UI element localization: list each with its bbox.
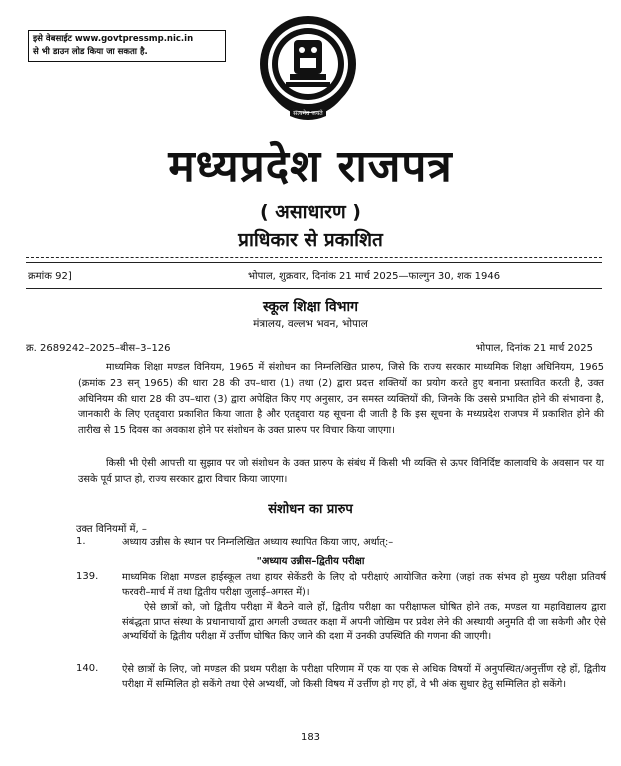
header-rule-dashed bbox=[26, 257, 602, 258]
emblem-motto: सत्यमेव जयते bbox=[293, 110, 323, 117]
gazette-extraordinary: ( असाधारण ) bbox=[260, 201, 361, 223]
website-notice-line1: इसे वेबसाईट www.govtpressmp.nic.in bbox=[33, 34, 194, 44]
issue-rule bbox=[26, 288, 602, 289]
website-notice-line2: से भी डाउन लोड किया जा सकता है. bbox=[33, 47, 148, 57]
reference-number: क्र. 2689242–2025–बीस–3–126 bbox=[26, 343, 171, 354]
notice-paragraph-2: किसी भी ऐसी आपत्ती या सुझाव पर जो संशोधन के उक्त प्रारुप के संबंध में किसी भी व्यक्ति से ऊपर विनिर्दिष्ट कालावधि के अवसान पर या उसके पूर्व प्राप्त हो, राज्य सरकार द्वारा विचार किया जाएगा। bbox=[78, 458, 604, 485]
item-number: 139. bbox=[76, 571, 99, 582]
page-number: 183 bbox=[300, 732, 321, 743]
issue-number: क्रमांक 92] bbox=[28, 271, 72, 282]
amendment-intro: उक्त विनियमों में, – bbox=[76, 524, 147, 535]
item-text: ऐसे छात्रों के लिए, जो मण्डल की प्रथम परीक्षा के परीक्षा परिणाम में एक या एक से अधिक विषयों में अनुपस्थित/अनुर्त्तीण रहे हों, द्वितीय परीक्षा में सम्मिलित हो सकेंगे तथा ऐसे अभ्यर्थी, जो किसी विषय में उर्त्तीण हो गए हों, वे भी अंक सुधार हेतु सम्मिलित हो सकेंगे। bbox=[122, 664, 606, 690]
reference-date: भोपाल, दिनांक 21 मार्च 2025 bbox=[475, 343, 593, 354]
header-rule bbox=[26, 262, 602, 263]
chapter-title: "अध्याय उन्नीस–द्वितीय परीक्षा bbox=[256, 556, 365, 567]
department-name: स्कूल शिक्षा विभाग bbox=[262, 299, 358, 315]
item-text: माध्यमिक शिक्षा मण्डल हाईस्कूल तथा हायर सेकेंडरी के लिए दो परीक्षाएं आयोजित करेगा (जहां तक संभव हो मुख्य परीक्षा प्रतिवर्ष फरवरी–मार्च में तथा द्वितीय परीक्षा जुलाई–अगस्त में)। bbox=[122, 572, 606, 598]
gazette-title: मध्यप्रदेश राजपत्र bbox=[168, 141, 453, 192]
madhya-pradesh-emblem-icon bbox=[256, 12, 360, 132]
issue-date: भोपाल, शुक्रवार, दिनांक 21 मार्च 2025—फाल्गुन 30, शक 1946 bbox=[248, 271, 501, 282]
department-address: मंत्रालय, वल्लभ भवन, भोपाल bbox=[253, 318, 368, 330]
item-number: 140. bbox=[76, 663, 99, 674]
website-notice-box bbox=[28, 30, 226, 62]
item-text: अध्याय उन्नीस के स्थान पर निम्नलिखित अध्याय स्थापित किया जाए, अर्थात्:– bbox=[122, 537, 394, 548]
notice-paragraph-1: माध्यमिक शिक्षा मण्डल विनियम, 1965 में संशोधन का निम्नलिखित प्रारुप, जिसे कि राज्य सरकार माध्यमिक शिक्षा अधिनियम, 1965 (क्रमांक 23 सन् 1965) की धारा 28 की उप–धारा (1) तथा (2) द्वारा प्रदत्त शक्तियों का प्रयोग करते हुए बनाना प्रस्तावित करती है, उक्त अधिनियम की धारा 28 की उप–धारा (3) द्वारा अपेक्षित किए गए अनुसार, उन समस्त व्यक्तियों की, जिनके कि उससे प्रभावित होने की संभावना है, जानकारी के लिए एतद्द्वारा प्रकाशित किया जाता है और एतद्द्वारा यह सूचना दी जाती है कि इस सूचना के मध्यप्रदेश राजपत्र में प्रकाशित होने की तारीख से 15 दिवस का अवकाश होने पर संशोधन के उक्त प्रारुप पर विचार किया जाएगा। bbox=[78, 362, 604, 437]
section-title: संशोधन का प्रारुप bbox=[268, 502, 353, 517]
item-text: ऐसे छात्रों को, जो द्वितीय परीक्षा में बैठने वाले हों, द्वितीय परीक्षा का परीक्षाफल घोषित होने तक, मण्डल या महाविद्यालय द्वारा संबंद्धता प्राप्त संस्था के प्रधानाचार्यो द्वारा अगली उच्चतर कक्षा में अपनी जोखिम पर प्रवेश लेने की अस्थायी अनुमति दी जा सकेगी और ऐसे अभ्यर्थियों के द्वितीय परीक्षा में उर्त्तीण घोषित किए जाने की दशा में उनकी उपस्थिति की गणना की जाएगी। bbox=[122, 602, 606, 642]
item-number: 1. bbox=[76, 536, 86, 547]
gazette-published-by: प्राधिकार से प्रकाशित bbox=[238, 229, 383, 251]
